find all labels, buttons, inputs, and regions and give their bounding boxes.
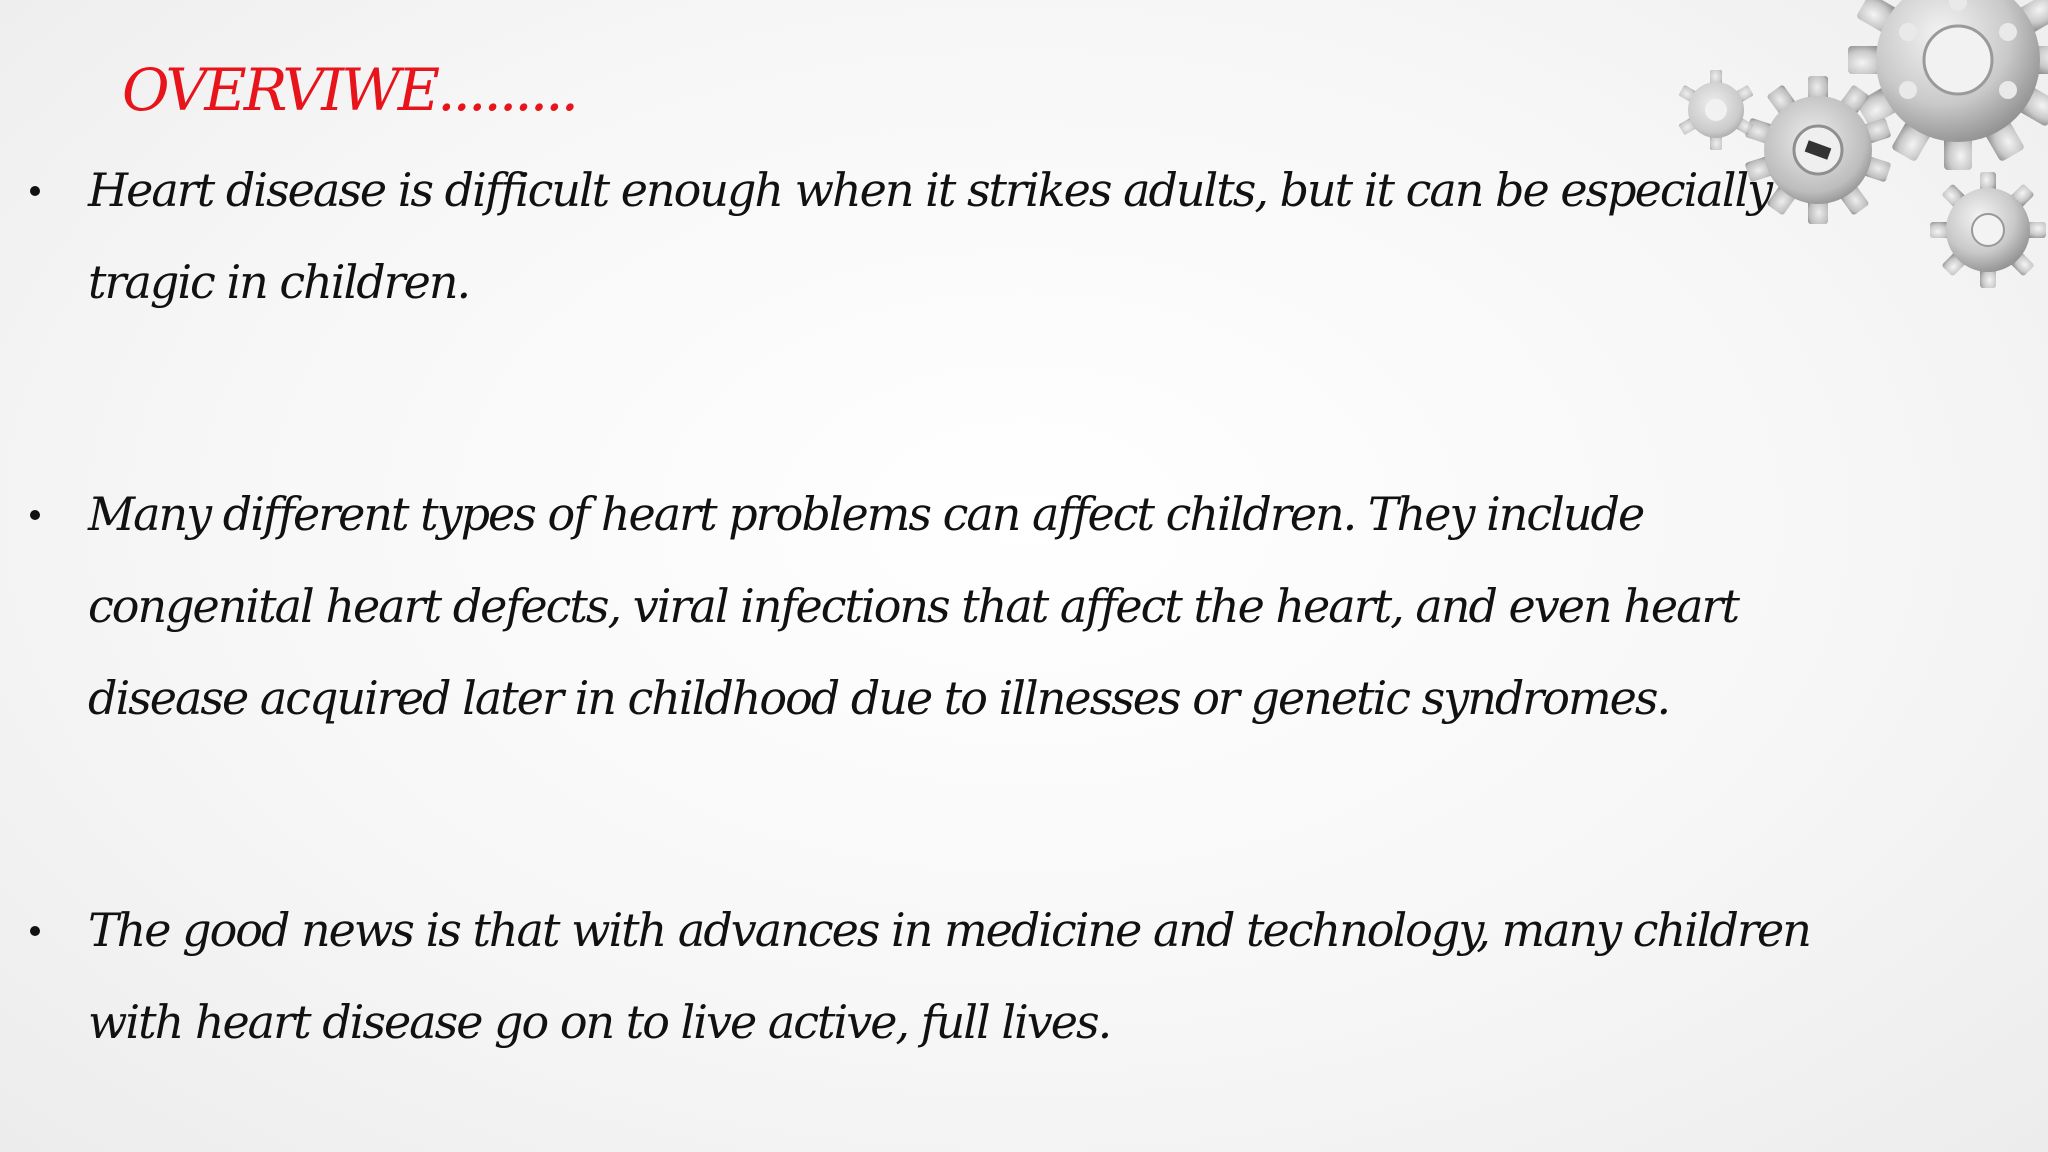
slide-title: OVERVIWE......... bbox=[122, 56, 577, 124]
bullet-text-line: Heart disease is difficult enough when it strikes adults, but it can be especially bbox=[88, 163, 1772, 217]
bullet-text-line: congenital heart defects, viral infections that affect the heart, and even heart bbox=[88, 579, 1738, 633]
bullet-dot-icon bbox=[30, 510, 40, 520]
bullet-text-line: The good news is that with advances in medicine and technology, many children bbox=[88, 903, 1810, 957]
bullet-text-line: tragic in children. bbox=[88, 255, 470, 309]
bullet-text-line: disease acquired later in childhood due to illnesses or genetic syndromes. bbox=[88, 671, 1670, 725]
bullet-dot-icon bbox=[30, 926, 40, 936]
bullet-dot-icon bbox=[30, 186, 40, 196]
bullet-text-line: Many different types of heart problems can affect children. They include bbox=[88, 487, 1644, 541]
bullet-text-line: with heart disease go on to live active, full lives. bbox=[88, 995, 1111, 1049]
